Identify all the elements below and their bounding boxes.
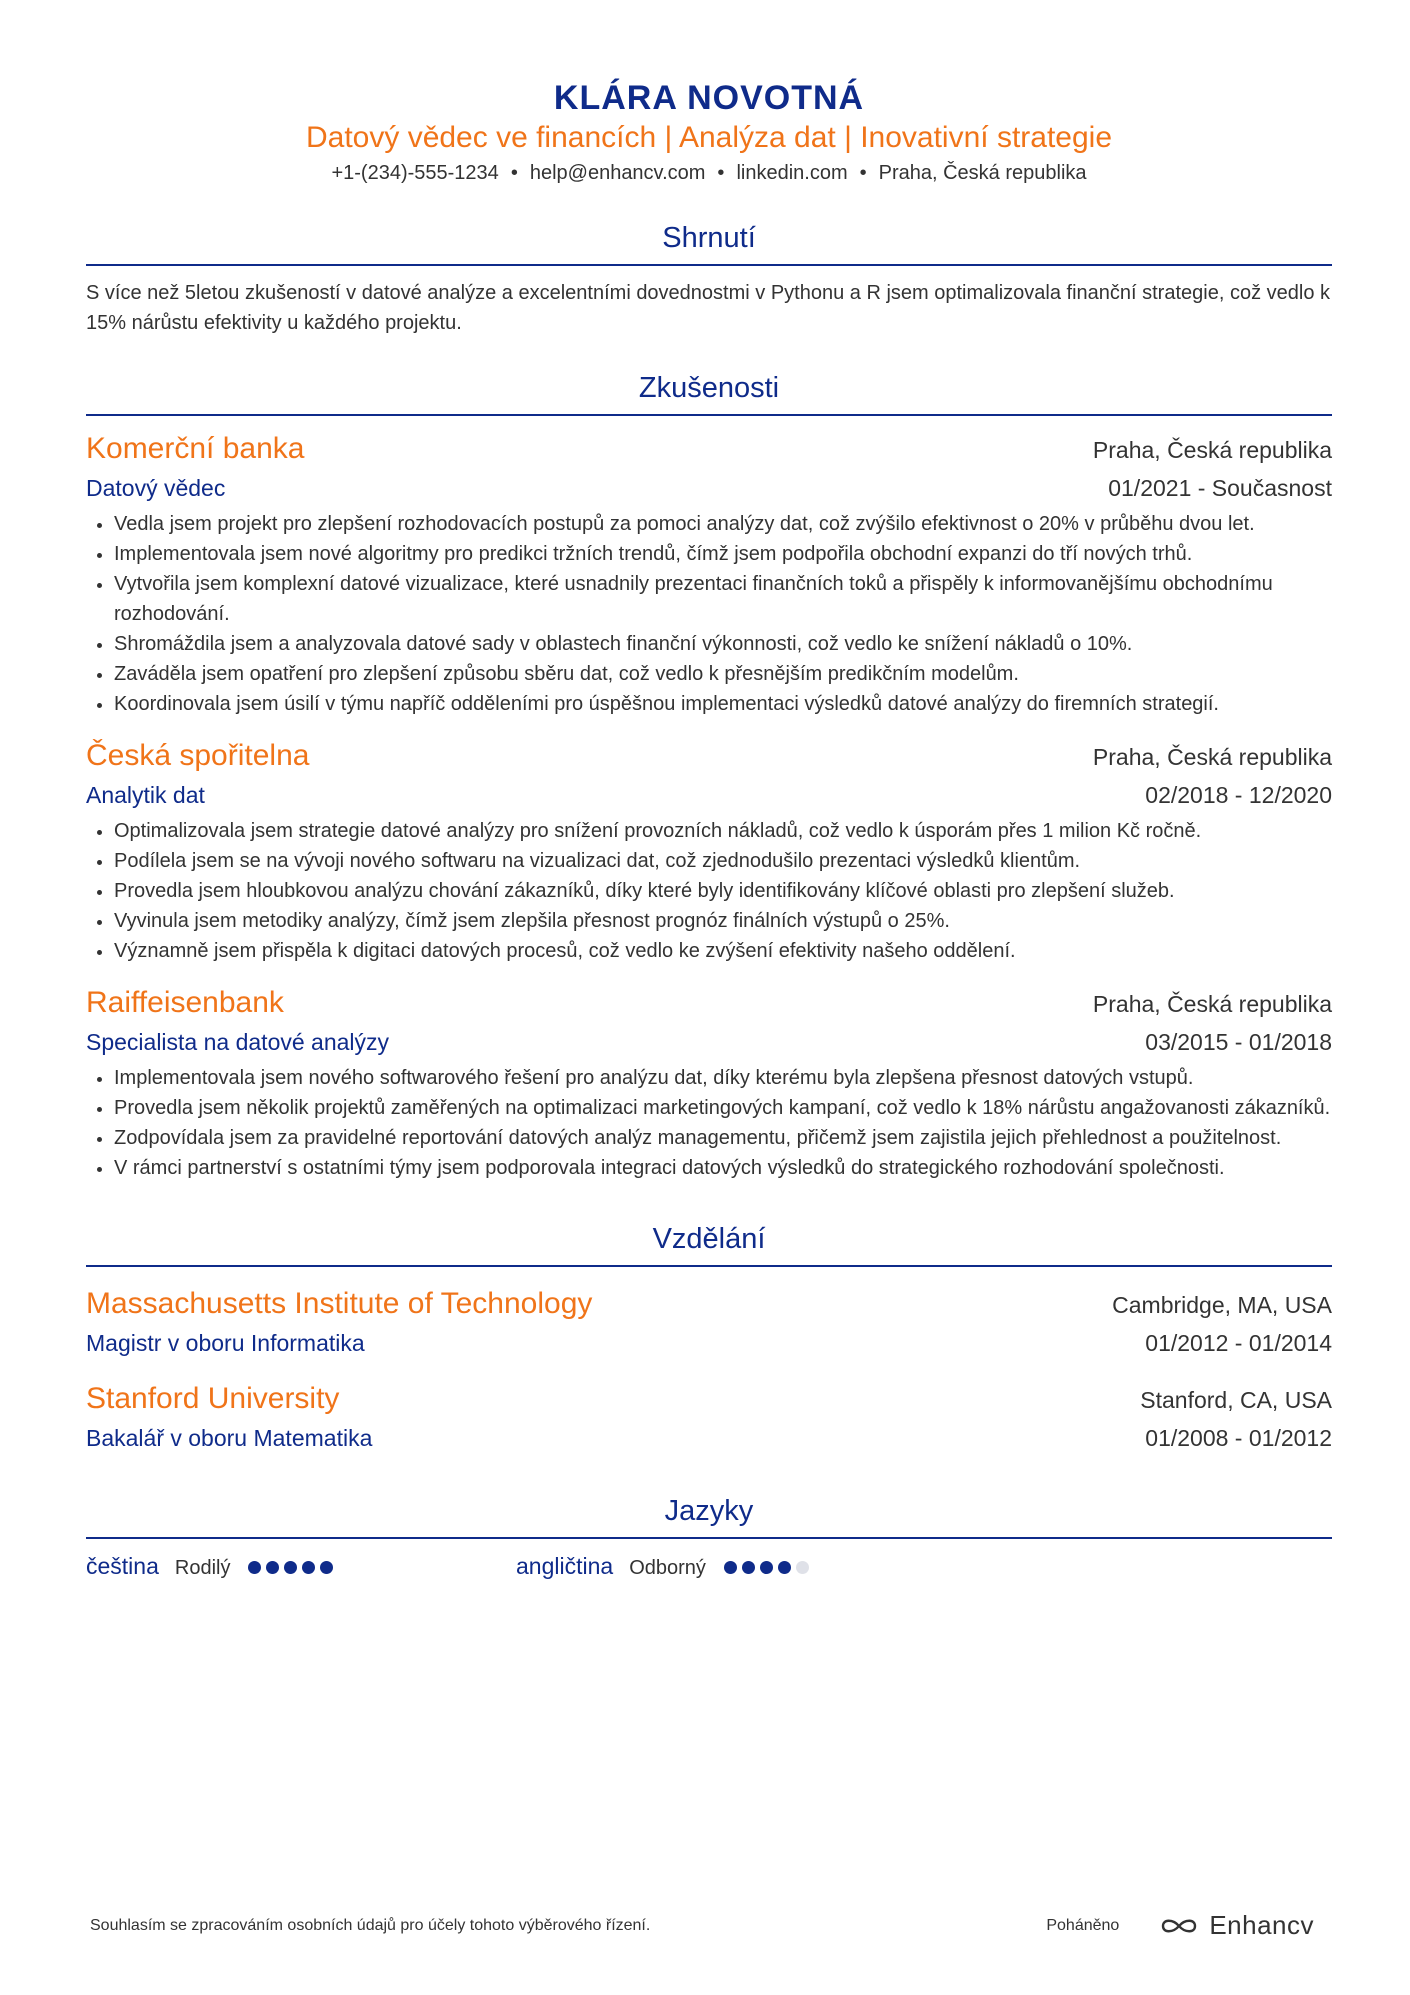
resume-header	[86, 78, 1332, 188]
language-name: čeština	[86, 1553, 159, 1579]
page-footer	[90, 1910, 1314, 1941]
school-name: Stanford University	[86, 1382, 340, 1415]
enhancv-logo-icon	[1159, 1915, 1199, 1937]
phone: +1-(234)-555-1234	[331, 162, 499, 184]
company-name: Raiffeisenbank	[86, 986, 284, 1019]
school-name: Massachusetts Institute of Technology	[86, 1287, 593, 1320]
job-title: Specialista na datové analýzy	[86, 1029, 390, 1055]
achievement-item: • Provedla jsem několik projektů zaměřených na optimalizaci marketingových kampaní, což vedlo k 18% nárůstu angažovanosti zákazníků.	[114, 1093, 1332, 1123]
experience-entry	[86, 737, 1332, 966]
enhancv-logo[interactable]	[1159, 1910, 1314, 1941]
rating-dot-filled	[320, 1561, 333, 1574]
degree: Magistr v oboru Informatika	[86, 1330, 365, 1356]
experience-list	[86, 430, 1332, 1183]
candidate-name: KLÁRA NOVOTNÁ	[553, 79, 865, 117]
language-level: Rodilý	[174, 1557, 231, 1579]
job-dates: 02/2018 - 12/2020	[1145, 782, 1332, 808]
achievement-item: • Vytvořila jsem komplexní datové vizualizace, které usnadnily prezentaci finančních toků a přispěly k informovanějšímu obchodnímu rozhodování.	[114, 569, 1332, 629]
language-level: Odborný	[629, 1557, 706, 1579]
rating-dot-filled	[302, 1561, 315, 1574]
job-title: Datový vědec	[86, 475, 226, 501]
linkedin-link[interactable]: linkedin.com	[736, 162, 848, 184]
consent-text: Souhlasím se zpracováním osobních údajů pro účely tohoto výběrového řízení.	[90, 1916, 651, 1934]
achievement-item: • Koordinovala jsem úsilí v týmu napříč odděleními pro úspěšnou implementaci výsledků datové analýzy do firemních strategií.	[114, 689, 1332, 719]
section-title-experience: Zkušenosti	[86, 368, 1332, 416]
language-name: angličtina	[516, 1553, 614, 1579]
achievement-item: • Implementovala jsem nové algoritmy pro predikci tržních trendů, čímž jsem podpořila obchodní expanzi do tří nových trhů.	[114, 539, 1332, 569]
achievement-item: • Zodpovídala jsem za pravidelné reportování datových analýz managementu, přičemž jsem zajistila jejich přehlednost a použitelnost.	[114, 1123, 1332, 1153]
rating-dot-filled	[760, 1561, 773, 1574]
achievement-list	[86, 509, 1332, 719]
contact-line	[86, 158, 1332, 188]
company-name: Česká spořitelna	[86, 739, 310, 772]
language-item	[516, 1553, 946, 1580]
achievement-item: • Provedla jsem hloubkovou analýzu chování zákazníků, díky které byly identifikovány klíčové oblasti pro zlepšení služeb.	[114, 876, 1332, 906]
job-title: Analytik dat	[86, 782, 205, 808]
achievement-item: • Vyvinula jsem metodiky analýzy, čímž jsem zlepšila přesnost prognóz finálních výstupů o 25%.	[114, 906, 1332, 936]
achievement-item: • Vedla jsem projekt pro zlepšení rozhodovacích postupů za pomoci analýzy dat, což zvýšilo efektivnost o 20% v průběhu dvou let.	[114, 509, 1332, 539]
school-location: Stanford, CA, USA	[1140, 1387, 1332, 1413]
company-name: Komerční banka	[86, 432, 305, 465]
achievement-list	[86, 1063, 1332, 1183]
achievement-item: • Implementovala jsem nového softwarového řešení pro analýzu dat, díky kterému byla zlepšena přesnost datových vstupů.	[114, 1063, 1332, 1093]
separator-bullet: •	[510, 162, 518, 184]
achievement-item: • Podílela jsem se na vývoji nového softwaru na vizualizaci dat, což zjednodušilo prezentaci výsledků klientům.	[114, 846, 1332, 876]
powered-by-label: Poháněno	[1046, 1916, 1120, 1934]
email[interactable]: help@enhancv.com	[529, 162, 706, 184]
separator-bullet: •	[859, 162, 867, 184]
candidate-headline: Datový vědec ve financích | Analýza dat | Inovativní strategie	[305, 121, 1113, 154]
degree: Bakalář v oboru Matematika	[86, 1425, 373, 1451]
summary-text: S více než 5letou zkušeností v datové analýze a excelentními dovednostmi v Pythonu a R jsem optimalizovala finanční strategie, což vedlo k 15% nárůstu efektivity u každého projektu.	[86, 282, 1330, 334]
achievement-item: • V rámci partnerství s ostatními týmy jsem podporovala integraci datových výsledků do strategického rozhodování společnosti.	[114, 1153, 1332, 1183]
brand-name: Enhancv	[1209, 1910, 1314, 1940]
job-dates: 01/2021 - Současnost	[1108, 475, 1332, 501]
rating-dot-filled	[724, 1561, 737, 1574]
education-dates: 01/2012 - 01/2014	[1145, 1330, 1332, 1356]
location: Praha, Česká republika	[878, 162, 1087, 184]
section-title-education: Vzdělání	[86, 1219, 1332, 1267]
experience-entry	[86, 430, 1332, 719]
job-dates: 03/2015 - 01/2018	[1145, 1029, 1332, 1055]
rating-dot-filled	[742, 1561, 755, 1574]
proficiency-rating	[248, 1561, 333, 1574]
rating-dot-filled	[266, 1561, 279, 1574]
resume-page	[86, 78, 1332, 1580]
school-location: Cambridge, MA, USA	[1112, 1292, 1332, 1318]
rating-dot-filled	[778, 1561, 791, 1574]
education-entry	[86, 1285, 1332, 1362]
experience-entry	[86, 984, 1332, 1183]
section-title-summary: Shrnutí	[86, 218, 1332, 266]
section-title-languages: Jazyky	[86, 1491, 1332, 1539]
education-dates: 01/2008 - 01/2012	[1145, 1425, 1332, 1451]
education-entry	[86, 1380, 1332, 1457]
proficiency-rating	[724, 1561, 809, 1574]
job-location: Praha, Česká republika	[1092, 437, 1332, 463]
job-location: Praha, Česká republika	[1092, 744, 1332, 770]
separator-bullet: •	[717, 162, 725, 184]
languages-list	[86, 1553, 1332, 1580]
achievement-list	[86, 816, 1332, 966]
rating-dot-empty	[796, 1561, 809, 1574]
powered-by	[1046, 1910, 1314, 1941]
achievement-item: • Shromáždila jsem a analyzovala datové sady v oblastech finanční výkonnosti, což vedlo ke snížení nákladů o 10%.	[114, 629, 1332, 659]
achievement-item: • Zaváděla jsem opatření pro zlepšení způsobu sběru dat, což vedlo k přesnějším predikčním modelům.	[114, 659, 1332, 689]
achievement-item: • Významně jsem přispěla k digitaci datových procesů, což vedlo ke zvýšení efektivity našeho oddělení.	[114, 936, 1332, 966]
rating-dot-filled	[284, 1561, 297, 1574]
rating-dot-filled	[248, 1561, 261, 1574]
language-item	[86, 1553, 516, 1580]
job-location: Praha, Česká republika	[1092, 991, 1332, 1017]
achievement-item: • Optimalizovala jsem strategie datové analýzy pro snížení provozních nákladů, což vedlo k úsporám přes 1 milion Kč ročně.	[114, 816, 1332, 846]
